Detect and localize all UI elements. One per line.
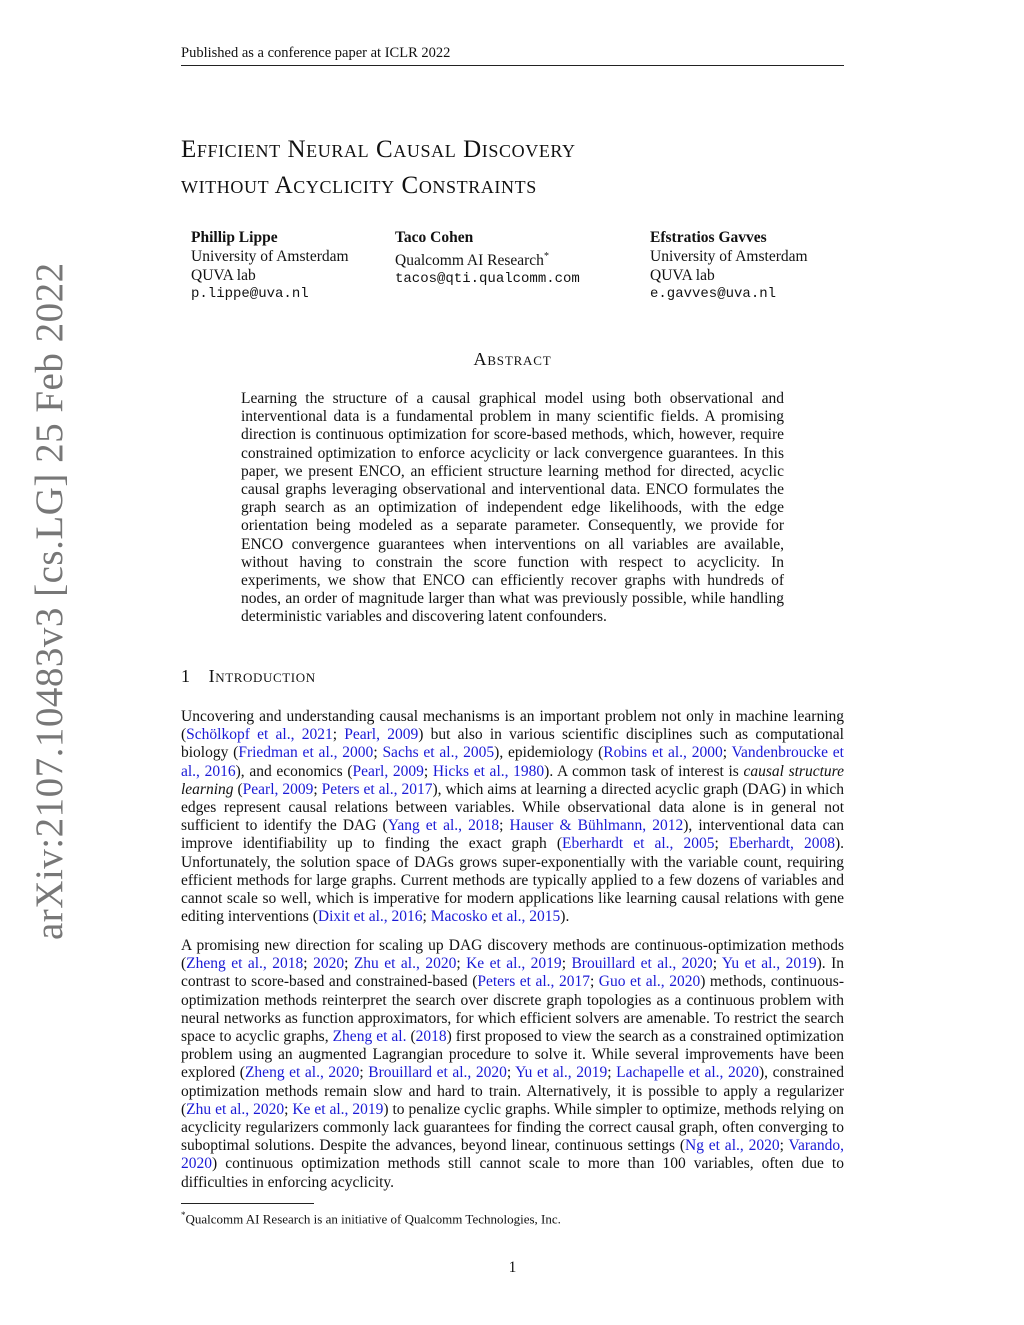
running-header: Published as a conference paper at ICLR 2022 xyxy=(181,45,451,61)
citation-link[interactable]: Eberhardt et al., 2005 xyxy=(562,835,715,853)
citation-link[interactable]: 2020 xyxy=(313,955,345,973)
intro-paragraph-2: A promising new direction for scaling up DAG discovery methods are continuous-optimization methods (Zheng et al., 2018; 2020; Zhu et al., 2020; Ke et al., 2019; Brouillard et al., 2020; Yu et al., 2019). In contrast to score-based and constrained-based (Peters et al., 2017; Guo et al., 2020) methods, continuous-optimization methods reinterpret the search over discrete graph topologies as a continuous problem with neural networks as function approximators, for which efficient solvers are amenable. To restrict the search space to acyclic graphs, Zheng et al. (2018) first proposed to view the search as a constrained optimization problem using an augmented Lagrangian procedure to solve it. While several improvements have been explored (Zheng et al., 2020; Brouillard et al., 2020; Yu et al., 2019; Lachapelle et al., 2020), constrained optimization methods remain slow and hard to train. Alternatively, it is possible to apply a regularizer (Zhu et al., 2020; Ke et al., 2019) to penalize cyclic graphs. While simpler to optimize, methods relying on acyclicity regularizers commonly lack guarantees for finding the correct causal graph, often converging to suboptimal solutions. Despite the advances, beyond linear, continuous settings (Ng et al., 2020; Varando, 2020) continuous optimization methods still cannot scale to more than 100 variables, often due to difficulties in enforcing acyclicity. xyxy=(181,937,845,1191)
citation-link[interactable]: Eberhardt, 2008 xyxy=(728,835,835,853)
arxiv-stamp: arXiv:2107.10483v3 [cs.LG] 25 Feb 2022 xyxy=(28,262,71,940)
citation-link[interactable]: Schölkopf et al., 2021 xyxy=(186,726,333,744)
citation-link[interactable]: Macosko et al., 2015 xyxy=(430,908,561,926)
footnote-rule xyxy=(181,1203,314,1204)
citation-link[interactable]: Zheng et al., 2018 xyxy=(186,955,304,973)
paper-title xyxy=(181,132,881,204)
citation-link[interactable]: Sachs et al., 2005 xyxy=(382,744,495,762)
author-name: Phillip Lippe xyxy=(191,229,278,246)
author-block-1 xyxy=(191,228,349,304)
author-affiliation: Qualcomm AI Research* xyxy=(395,251,549,270)
title-line-2: without Acyclicity Constraints xyxy=(181,172,537,199)
citation-link[interactable]: Friedman et al., 2000 xyxy=(238,744,374,762)
citation-link[interactable]: Hicks et al., 1980 xyxy=(432,762,545,780)
citation-link[interactable]: Brouillard et al., 2020 xyxy=(368,1064,507,1082)
citation-link[interactable]: Vandenbroucke et al., 2016 xyxy=(181,744,844,780)
footnote-text: Qualcomm AI Research is an initiative of Qualcomm Technologies, Inc. xyxy=(185,1211,561,1227)
footnote-mark: * xyxy=(181,1210,186,1220)
page-number: 1 xyxy=(508,1259,517,1276)
citation-link[interactable]: Pearl, 2009 xyxy=(352,762,424,780)
citation-link[interactable]: Robins et al., 2000 xyxy=(603,744,723,762)
author-email[interactable]: p.lippe@uva.nl xyxy=(191,286,309,302)
author-email[interactable]: e.gavves@uva.nl xyxy=(650,286,777,302)
citation-link[interactable]: Lachapelle et al., 2020 xyxy=(616,1064,759,1082)
citation-link[interactable]: Peters et al., 2017 xyxy=(477,973,590,991)
footnote xyxy=(181,1207,844,1227)
section-title: Introduction xyxy=(208,666,316,686)
citation-link[interactable]: Ng et al., 2020 xyxy=(685,1137,780,1155)
citation-link[interactable]: Ke et al., 2019 xyxy=(292,1100,384,1118)
author-block-2 xyxy=(395,228,580,289)
author-name: Taco Cohen xyxy=(395,229,474,246)
citation-link[interactable]: 2018 xyxy=(415,1028,447,1046)
author-affiliation: University of Amsterdam xyxy=(650,248,808,265)
abstract-heading: Abstract xyxy=(473,349,552,369)
citation-link[interactable]: Guo et al., 2020 xyxy=(598,973,701,991)
citation-link[interactable]: Peters et al., 2017 xyxy=(321,780,433,798)
citation-link[interactable]: Yu et al., 2019 xyxy=(721,955,817,973)
citation-link[interactable]: Zhu et al., 2020 xyxy=(186,1100,285,1118)
citation-link[interactable]: Brouillard et al., 2020 xyxy=(571,955,713,973)
citation-link[interactable]: Zhu et al., 2020 xyxy=(353,955,457,973)
author-affiliation: QUVA lab xyxy=(191,267,256,284)
citation-link[interactable]: Pearl, 2009 xyxy=(242,780,314,798)
citation-link[interactable]: Pearl, 2009 xyxy=(344,726,419,744)
citation-link[interactable]: Zheng et al., 2020 xyxy=(244,1064,360,1082)
section-number: 1 xyxy=(181,666,191,686)
citation-link[interactable]: Hauser & Bühlmann, 2012 xyxy=(509,817,684,835)
citation-link[interactable]: Yu et al., 2019 xyxy=(515,1064,608,1082)
citation-link[interactable]: Zheng et al. xyxy=(332,1028,407,1046)
footnote-marker[interactable]: * xyxy=(543,251,549,262)
abstract-text: Learning the structure of a causal graphical model using both observational and interventional data is a fundamental problem in many scientific fields. A promising direction is continuous optimization for score-based methods, which, however, require constrained optimization to enforce acyclicity or lack convergence guarantees. In this paper, we present ENCO, an efficient structure learning method for directed, acyclic causal graphs leveraging observational and interventional data. ENCO formulates the graph search as an optimization of independent edge likelihoods, with the edge orientation being modeled as a separate parameter. Consequently, we provide for ENCO convergence guarantees when interventions on all variables are available, without having to constrain the score function with respect to acyclicity. In experiments, we show that ENCO can efficiently recover graphs with hundreds of nodes, an order of magnitude larger than what was previously possible, while handling deterministic variables and discovering latent confounders. xyxy=(241,390,784,626)
citation-link[interactable]: Yang et al., 2018 xyxy=(387,817,500,835)
author-name: Efstratios Gavves xyxy=(650,229,767,246)
citation-link[interactable]: Varando, 2020 xyxy=(181,1137,844,1173)
title-line-1: Efficient Neural Causal Discovery xyxy=(181,136,576,163)
author-email[interactable]: tacos@qti.qualcomm.com xyxy=(395,271,580,288)
header-rule xyxy=(181,65,844,66)
citation-link[interactable]: Ke et al., 2019 xyxy=(466,955,562,973)
emphasis-term: causal structure learning xyxy=(181,762,844,798)
citation-link[interactable]: Dixit et al., 2016 xyxy=(317,908,423,926)
author-block-3 xyxy=(650,228,808,304)
section-heading xyxy=(181,666,316,687)
author-affiliation: University of Amsterdam xyxy=(191,248,349,265)
intro-paragraph-1: Uncovering and understanding causal mechanisms is an important problem not only in machine learning (Schölkopf et al., 2021; Pearl, 2009) but also in various scientific disciplines such as computational biology (Friedman et al., 2000; Sachs et al., 2005), epidemiology (Robins et al., 2000; Vandenbroucke et al., 2016), and economics (Pearl, 2009; Hicks et al., 1980). A common task of interest is causal structure learning (Pearl, 2009; Peters et al., 2017), which aims at learning a directed acyclic graph (DAG) in which edges represent causal relations between variables. While observational data alone is in general not sufficient to identify the DAG (Yang et al., 2018; Hauser & Bühlmann, 2012), interventional data can improve identifiability up to finding the exact graph (Eberhardt et al., 2005; Eberhardt, 2008). Unfortunately, the solution space of DAGs grows super-exponentially with the variable count, requiring efficient methods for large graphs. Current methods are typically applied to a few dozens of variables and cannot scale so well, which is imperative for modern applications like learning causal relations with gene editing interventions (Dixit et al., 2016; Macosko et al., 2015). xyxy=(181,708,844,926)
author-affiliation: QUVA lab xyxy=(650,267,715,284)
